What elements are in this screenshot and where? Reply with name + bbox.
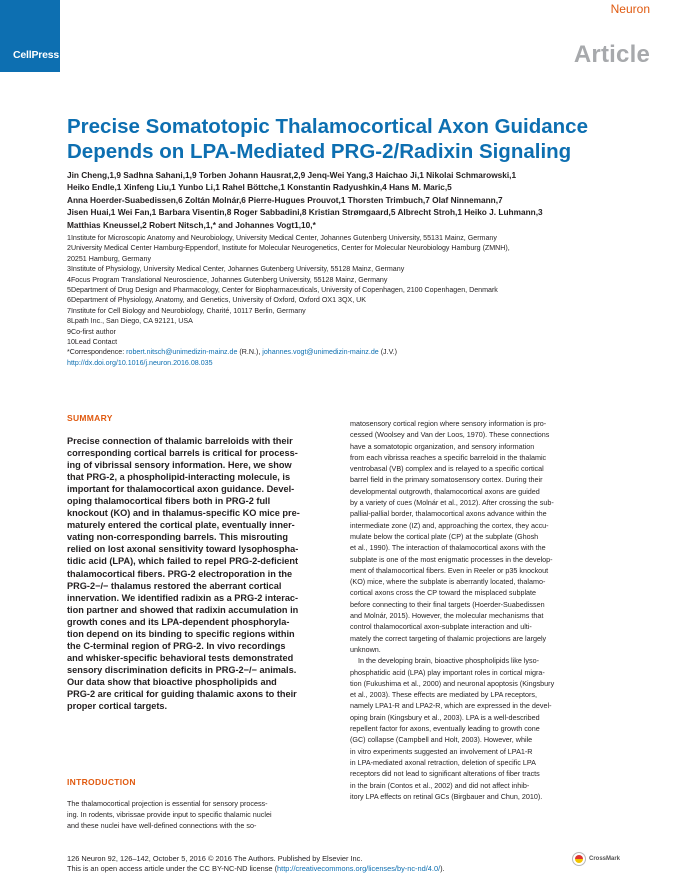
summary-line: ing of vibrissal sensory information. Here, we show: [67, 460, 292, 471]
summary-line: tion partner and showed that radixin accumulation in: [67, 604, 299, 615]
summary-line: tion depend on its binding to specific regions within: [67, 628, 295, 639]
summary-line: maturely entered the cortical plate, eventually inner-: [67, 520, 295, 531]
affiliation-line: 6Department of Physiology, Anatomy, and Genetics, University of Oxford, Oxford OX1 3QX, UK: [67, 296, 366, 305]
crossmark-label: CrossMark: [589, 856, 621, 862]
summary-line: PRG-2−/− thalamus restored the aberrant cortical: [67, 580, 282, 591]
affiliation-line: 5Department of Drug Design and Pharmacology, Center for Biopharmaceuticals, University of Copenhagen, 2100 Copenhagen, Denmark: [67, 286, 498, 295]
correspondence-text: (J.V.): [378, 348, 397, 357]
email-link[interactable]: robert.nitsch@unimedizin-mainz.de: [126, 348, 238, 357]
body-line: unknown.: [350, 644, 381, 654]
summary-line: vating non-corresponding barrels. This misrouting: [67, 532, 289, 543]
summary-line: proper cortical targets.: [67, 701, 168, 712]
body-line: in vitro experiments suggested an involvement of LPA1-R: [350, 746, 533, 756]
body-line: et al., 1990). The interaction of thalamocortical axons with the: [350, 543, 546, 553]
summary-line: oping thalamocortical fibers both in PRG-2 full: [67, 496, 271, 507]
title-line: Depends on LPA-Mediated PRG-2/Radixin Signaling: [67, 140, 572, 163]
body-line: In the developing brain, bioactive phospholipids like lyso-: [358, 656, 539, 666]
summary-line: Our data show that bioactive phospholipids and: [67, 676, 277, 687]
body-line: in the brain (Contos et al., 2002) and did not affect inhib-: [350, 780, 530, 790]
affiliation-line: 10Lead Contact: [67, 338, 118, 347]
paper-title: [67, 114, 647, 164]
license-link[interactable]: http://creativecommons.org/licenses/by-nc-nd/4.0/: [277, 864, 441, 874]
intro-line: The thalamocortical projection is essential for sensory process-: [67, 799, 268, 808]
body-line: ventrobasal (VB) complex and is relayed to a specific cortical: [350, 464, 544, 474]
cellpress-logo-text: CellPress: [13, 49, 60, 61]
crossmark-badge[interactable]: [572, 852, 620, 866]
author-line: Jin Cheng,1,9 Sadhna Sahani,1,9 Torben Johann Hausrat,2,9 Jenq-Wei Yang,3 Haichao Ji,1 Nikolai Schmarowski,1: [67, 170, 517, 180]
summary-line: growth cones and its LPA-dependent phosphoryla-: [67, 616, 290, 627]
affiliations: [67, 233, 647, 368]
summary-line: Precise connection of thalamic barreloids with their: [67, 436, 293, 446]
body-line: cessed (Woolsey and Van der Loos, 1970). These connections: [350, 430, 550, 440]
body-line: in LPA-mediated axonal retraction, deletion of specific LPA: [350, 757, 536, 767]
body-line: barrel field in the primary somatosensory cortex. During their: [350, 475, 543, 485]
summary-line: knockout (KO) and in thalamus-specific KO mice pre-: [67, 508, 300, 519]
email-link[interactable]: johannes.vogt@unimedizin-mainz.de: [262, 348, 379, 357]
body-line: (KO) mice, where the subplate is aberrantly located, thalamo-: [350, 577, 546, 587]
doi-link[interactable]: http://dx.doi.org/10.1016/j.neuron.2016.08.035: [67, 358, 213, 367]
intro-line: ing. In rodents, vibrissae provide input to specific thalamic nuclei: [67, 810, 272, 820]
journal-name: Neuron: [610, 2, 650, 16]
author-line: Matthias Kneussel,2 Robert Nitsch,1,* and Johannes Vogt1,10,*: [67, 219, 316, 230]
correspondence-line: [67, 347, 647, 357]
body-line: by a variety of cues (Molnár et al., 2012). After crossing the sub-: [350, 498, 554, 508]
affiliation-line: 7Institute for Cell Biology and Neurobiology, Charité, 10117 Berlin, Germany: [67, 306, 306, 315]
crossmark-icon: [572, 852, 586, 866]
body-line: itory LPA effects on retinal GCs (Birgbauer and Chun, 2010).: [350, 791, 543, 801]
summary-line: tidic acid (LPA), which failed to repel PRG-2-deficient: [67, 556, 299, 567]
article-type-label: Article: [573, 41, 650, 68]
author-line: Anna Hoerder-Suabedissen,6 Zoltán Molnár,6 Pierre-Hugues Prouvot,1 Thorsten Trimbuch,7 Olaf Ninnemann,7: [67, 194, 503, 205]
correspondence-text: (R.N.),: [237, 348, 263, 357]
citation-line: 126 Neuron 92, 126–142, October 5, 2016 © 2016 The Authors. Published by Elsevier Inc.: [67, 854, 363, 863]
body-line: cortical axons cross the CP toward the misplaced subplate: [350, 588, 537, 598]
introduction-text: [67, 798, 337, 832]
author-line: Jisen Huai,1 Wei Fan,1 Barbara Visentin,8 Roger Sabbadini,8 Kristian Strømgaard,5 Albrecht Stroh,1 Heiko J. Luhmann,3: [67, 207, 543, 218]
summary-line: thalamocortical fibers. PRG-2 electroporation in the: [67, 568, 293, 579]
affiliation-line: 9Co-first author: [67, 327, 116, 336]
summary-line: relied on lost axonal sensitivity toward lysophospha-: [67, 544, 299, 555]
license-text-end: ).: [440, 864, 445, 874]
author-list: [67, 169, 647, 231]
body-line: pallial-pallial border, thalamocortical axons advance within the: [350, 509, 547, 519]
body-line: mately the correct targeting of thalamic projections are largely: [350, 633, 547, 643]
body-line: subplate is one of the most enigmatic processes in the develop-: [350, 554, 553, 564]
summary-text: [67, 435, 337, 712]
title-line: Precise Somatotopic Thalamocortical Axon Guidance: [67, 115, 588, 138]
page-footer: [67, 854, 627, 874]
body-line: oping brain (Kingsbury et al., 2003). LPA is a well-described: [350, 712, 540, 722]
body-line: ment of thalamocortical fibers. Even in Reeler or p35 knockout: [350, 565, 549, 575]
body-line: control thalamocortical axon-subplate interaction and ulti-: [350, 622, 532, 632]
affiliation-line: 3Institute of Physiology, University Medical Center, Johannes Gutenberg University, 55128 Mainz, Germany: [67, 265, 405, 274]
body-line: phosphatidic acid (LPA) play important roles in cortical migra-: [350, 667, 545, 677]
author-line: Heiko Endle,1 Xinfeng Liu,1 Yunbo Li,1 Rahel Böttche,1 Konstantin Radyushkin,4 Hans M. Maric,5: [67, 182, 452, 193]
introduction-heading: INTRODUCTION: [67, 777, 136, 787]
body-line: mulate below the cortical plate (CP) at the subplate (Ghosh: [350, 531, 539, 541]
summary-line: PRG-2 are critical for guiding thalamic axons to their: [67, 688, 297, 699]
body-line: repellent factor for axons, eventually leading to growth cone: [350, 724, 540, 734]
body-line: from each vibrissa reaches a specific barreloid in the thalamic: [350, 452, 547, 462]
correspondence-label: *Correspondence:: [67, 348, 127, 357]
body-line: namely LPA1-R and LPA2-R, which are expressed in the devel-: [350, 701, 552, 711]
summary-line: sensory discrimination deficits in PRG-2−/− animals.: [67, 664, 297, 675]
body-line: and Molnár, 2015). However, the molecular mechanisms that: [350, 611, 544, 621]
summary-line: innervation. We identified radixin as a PRG-2 interac-: [67, 592, 299, 603]
cellpress-logo: [0, 0, 60, 72]
body-line: et al., 2003). These effects are mediated by LPA receptors,: [350, 690, 537, 700]
summary-line: and whisker-specific behavioral tests demonstrated: [67, 652, 294, 663]
summary-line: the C-terminal region of PRG-2. In vivo recordings: [67, 640, 286, 651]
summary-line: corresponding cortical barrels is critical for process-: [67, 448, 298, 459]
body-line: tion (Fukushima et al., 2000) and neuronal apoptosis (Kingsbury: [350, 678, 555, 688]
affiliation-line: 2University Medical Center Hamburg-Eppendorf, Institute for Molecular Neurogenetics, Center for Molecular Neurobiology Hamburg (ZMNH),: [67, 244, 510, 253]
license-line: [67, 864, 627, 874]
affiliation-line: 20251 Hamburg, Germany: [67, 254, 151, 263]
body-line: (GC) collapse (Campbell and Holt, 2003). However, while: [350, 735, 533, 745]
affiliation-line: 4Focus Program Translational Neuroscience, Johannes Gutenberg University, 55128 Mainz, Germany: [67, 275, 388, 284]
affiliation-line: 8Lpath Inc., San Diego, CA 92121, USA: [67, 317, 193, 326]
body-line: have a somatotopic organization, and sensory information: [350, 441, 535, 451]
summary-line: that PRG-2, a phospholipid-interacting molecule, is: [67, 472, 291, 483]
summary-line: important for thalamocortical axon guidance. Devel-: [67, 484, 295, 495]
affiliation-line: 1Institute for Microscopic Anatomy and Neurobiology, University Medical Center, Johannes Gutenberg University, 55131 Mainz, Germany: [67, 234, 497, 242]
body-line: intermediate zone (IZ) and, approaching the cortex, they accu-: [350, 520, 549, 530]
right-column-text: [350, 418, 625, 802]
intro-line: and these nuclei have well-defined connections with the so-: [67, 821, 257, 831]
body-line: receptors did not lead to significant alterations of fiber tracts: [350, 769, 540, 779]
body-line: developmental outgrowth, thalamocortical axons are guided: [350, 486, 540, 496]
summary-heading: SUMMARY: [67, 413, 113, 423]
license-text: This is an open access article under the CC BY-NC-ND license (: [67, 864, 278, 874]
body-line: matosensory cortical region where sensory information is pro-: [350, 419, 547, 428]
body-line: before connecting to their final targets (Hoerder-Suabedissen: [350, 599, 545, 609]
